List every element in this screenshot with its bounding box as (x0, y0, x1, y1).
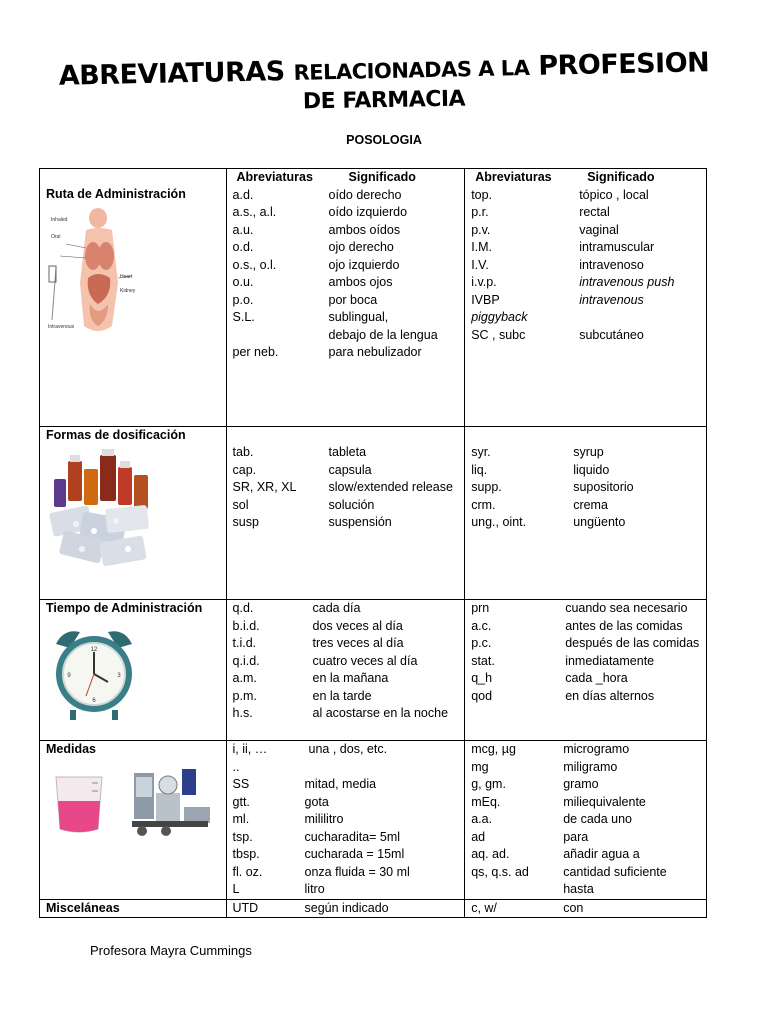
entry-row: i, ii, … una , dos, etc. (232, 742, 388, 756)
header-abreviaturas: Abreviaturas (236, 170, 313, 184)
entry-row: ung., oint. ungüento (471, 515, 626, 529)
column-header (471, 169, 700, 187)
entry-row: UTD según indicado (232, 900, 389, 915)
abbreviations-column-right (465, 169, 707, 427)
author-footer: Profesora Mayra Cummings (90, 943, 252, 958)
entry-row: i.v.p. intravenous push (471, 275, 675, 289)
entry-row: hasta (563, 882, 594, 896)
entry-row: h.s. al acostarse en la noche (232, 706, 449, 720)
alarm-clock-photo (46, 622, 142, 722)
svg-text:Inhaled: Inhaled (51, 217, 68, 223)
abbreviations-column-right (465, 899, 707, 918)
entries-list (233, 187, 459, 362)
abbreviations-column-right (465, 427, 707, 600)
header-significado: Significado (587, 170, 655, 184)
entry-row: syr. syrup (471, 445, 604, 459)
entry-row: gtt. gota (232, 794, 329, 809)
entry-row: c, w/ con (471, 900, 584, 915)
header-significado: Significado (348, 170, 416, 184)
entry-row: p.m. en la tarde (232, 688, 372, 703)
entry-row: g, gm. gramo (471, 777, 599, 791)
entry-row: L litro (232, 882, 325, 896)
entry-row: liq. liquido (471, 462, 610, 477)
svg-text:Oral: Oral (51, 234, 61, 240)
abbreviations-column-left (226, 600, 465, 741)
entry-row: p.v. vaginal (471, 222, 619, 237)
entry-row: SC , subc subcutáneo (471, 327, 644, 342)
entry-row: t.i.d. tres veces al día (232, 636, 404, 650)
abbreviations-column-left (226, 741, 465, 900)
entry-row: mcg, µg microgramo (471, 742, 630, 756)
category-cell (40, 741, 227, 900)
column-header (233, 169, 459, 187)
svg-text:Intravenous: Intravenous (48, 324, 75, 330)
svg-text:9: 9 (67, 673, 71, 679)
section-subtitle: POSOLOGIA (346, 133, 422, 147)
svg-text:Kidney: Kidney (120, 288, 136, 294)
entry-row: p.o. por boca (232, 292, 378, 307)
entry-row: tbsp. cucharada = 15ml (232, 847, 405, 861)
measuring-cup-and-scales-photo (46, 763, 211, 839)
entry-row: susp suspensión (232, 515, 392, 529)
abbreviations-column-left (226, 427, 465, 600)
table-row-formas (40, 427, 707, 600)
human-body-routes-illustration (46, 208, 141, 353)
document-title-line2: DE FARMACIA (302, 86, 466, 115)
entry-row: I.M. intramuscular (471, 240, 655, 254)
table-row-ruta (40, 169, 707, 427)
entry-row: SS mitad, media (232, 777, 377, 791)
entry-row: mg miligramo (471, 759, 618, 774)
svg-text:12: 12 (90, 647, 98, 653)
entry-row: o.d. ojo derecho (232, 240, 394, 254)
abbreviations-column-left (226, 899, 465, 918)
entry-row: tsp. cucharadita= 5ml (232, 829, 401, 844)
title-words-relacionadas: RELACIONADAS A LA (293, 55, 530, 85)
entry-row: IVBP intravenous (471, 292, 644, 307)
entry-row: debajo de la lengua (328, 327, 438, 342)
category-cell (40, 427, 227, 600)
entry-row: a.m. en la mañana (232, 671, 389, 685)
entry-row: tab. tableta (232, 445, 367, 459)
category-title: Tiempo de Administración (46, 601, 203, 615)
abbreviations-column-right (465, 600, 707, 741)
svg-text:6: 6 (92, 698, 96, 704)
entry-row: fl. oz. onza fluida = 30 ml (232, 864, 410, 879)
entry-row: o.s., o.l. ojo izquierdo (232, 257, 400, 272)
category-title: Misceláneas (46, 900, 120, 915)
entry-row: q.d. cada día (232, 601, 361, 615)
svg-text:Heart: Heart (120, 274, 133, 280)
entry-row: a.u. ambos oídos (232, 222, 401, 237)
entry-row: prn cuando sea necesario (471, 601, 688, 615)
entry-row: supp. supositorio (471, 480, 634, 494)
entry-row: qs, q.s. ad cantidad suficiente (471, 864, 667, 879)
entry-row: I.V. intravenoso (471, 257, 644, 272)
category-cell (40, 899, 227, 918)
entry-row: o.u. ambos ojos (232, 275, 393, 289)
entry-row: aq. ad. añadir agua a (471, 847, 640, 861)
entry-row: b.i.d. dos veces al día (232, 618, 403, 633)
table-row-tiempo (40, 600, 707, 741)
entry-row: a.d. oído derecho (232, 187, 402, 202)
entry-row: cap. capsula (232, 462, 372, 477)
entry-row: p.r. rectal (471, 205, 610, 219)
medicine-bottles-and-pills-photo (46, 449, 156, 571)
entry-row: p.c. después de las comidas (471, 636, 700, 650)
table-row-miscelaneas (40, 899, 707, 918)
entry-row: sol solución (232, 497, 375, 512)
entry-row: .. (232, 759, 240, 774)
entries-list (471, 187, 700, 345)
entry-row: crm. crema (471, 497, 608, 512)
category-title: Ruta de Administración (46, 187, 186, 201)
entry-row: a.a. de cada uno (471, 812, 632, 826)
entry-row: per neb. para nebulizador (232, 345, 422, 359)
category-cell (40, 169, 227, 427)
header-abreviaturas: Abreviaturas (475, 170, 552, 184)
entry-row: ml. mililitro (232, 812, 344, 826)
title-word-abreviaturas: ABREVIATURAS (58, 56, 285, 92)
title-word-profesion: PROFESION (537, 47, 710, 82)
entry-row: qod en días alternos (471, 688, 655, 703)
abbreviations-table (39, 168, 707, 918)
table-row-medidas (40, 741, 707, 900)
abbreviations-column-left (226, 169, 465, 427)
entry-row: piggyback (471, 310, 528, 324)
entry-row: q.i.d. cuatro veces al día (232, 653, 418, 668)
entry-row: S.L. sublingual, (232, 310, 389, 324)
entry-row: stat. inmediatamente (471, 653, 655, 668)
abbreviations-column-right (465, 741, 707, 900)
entry-row: a.c. antes de las comidas (471, 618, 683, 633)
svg-text:3: 3 (117, 673, 121, 679)
entry-row: mEq. miliequivalente (471, 794, 646, 809)
category-cell (40, 600, 227, 741)
entry-row: q_h cada _hora (471, 671, 628, 685)
category-title: Formas de dosificación (46, 428, 186, 442)
category-title: Medidas (46, 742, 97, 756)
entry-row: top. tópico , local (471, 187, 649, 202)
entry-row: SR, XR, XL slow/extended release (232, 480, 453, 494)
entry-row: a.s., a.l. oído izquierdo (232, 205, 408, 219)
entry-row: ad para (471, 829, 589, 844)
